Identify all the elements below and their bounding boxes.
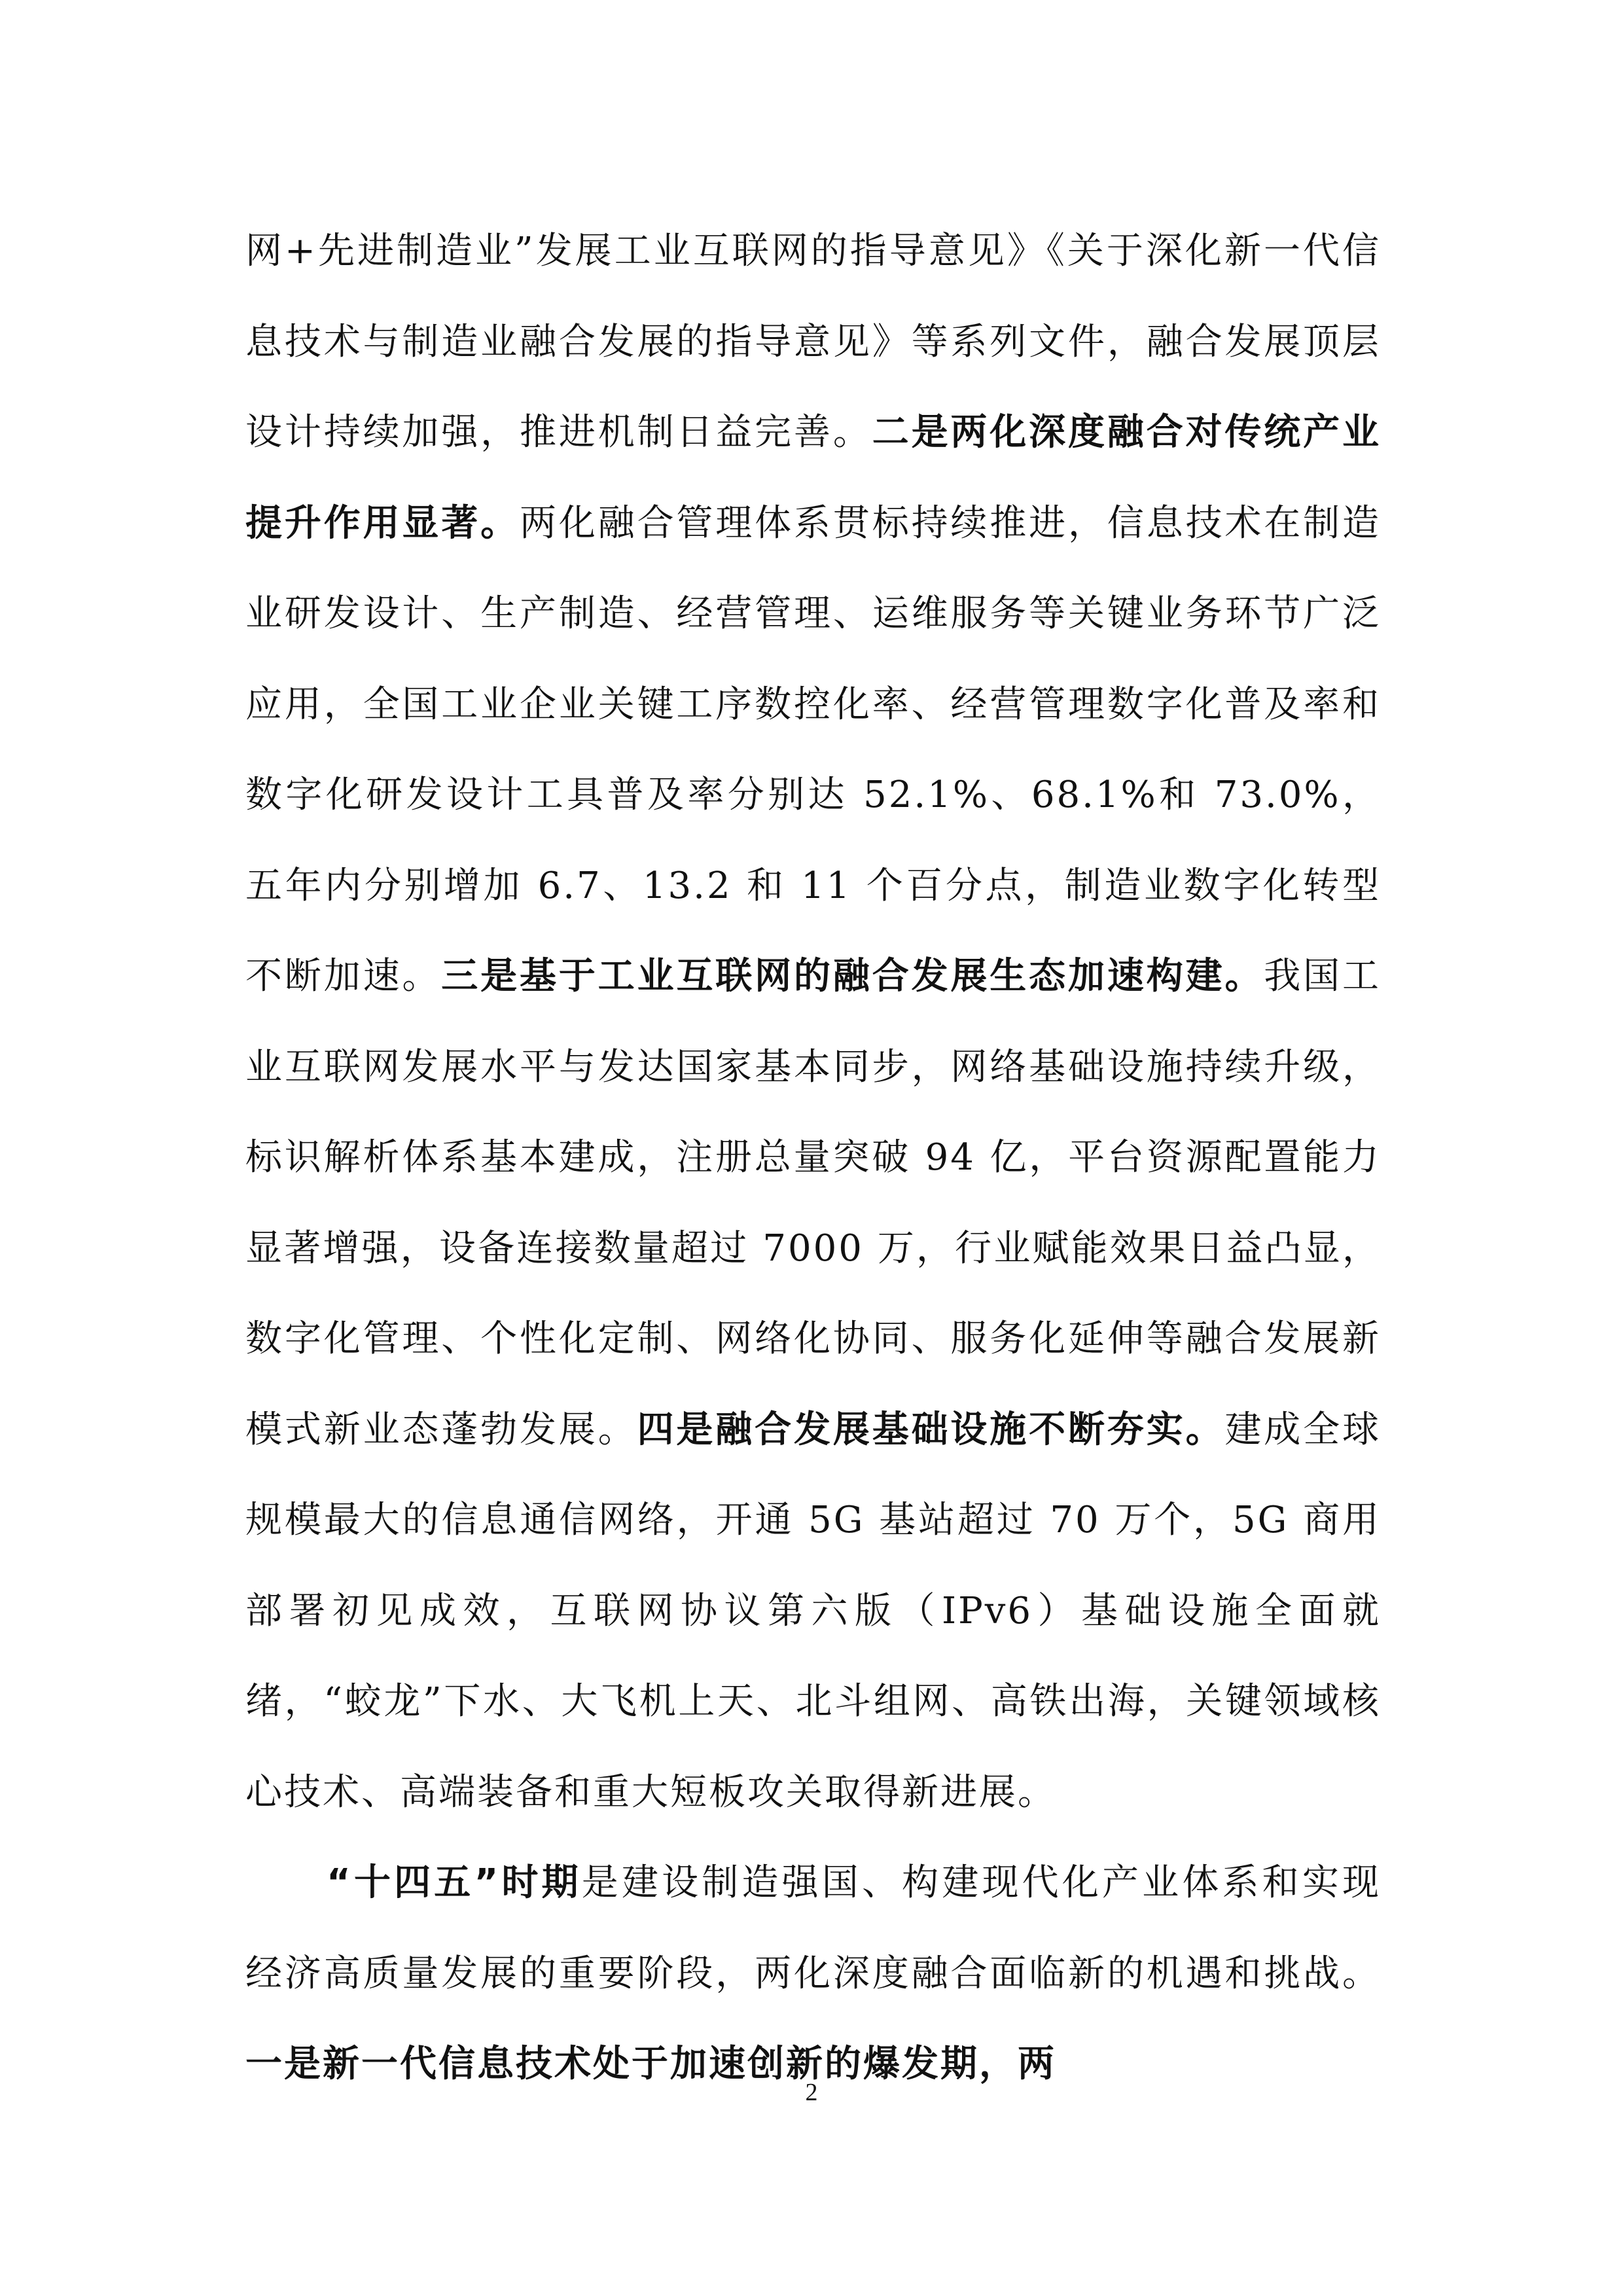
body-text (245, 206, 1381, 2110)
paragraph-1-heading-2: 二是两化深度融合对传统产业提升作用显著。 (245, 411, 1382, 545)
paragraph-1-text-2: 两化融合管理体系贯标持续推进，信息技术在制造业研发设计、生产制造、经营管理、运维服务等关键业务环节广泛应用，全国工业企业关键工序数控化率、经营管理数字化普及率和数字化研发设计工具普及率分别达 52.1%、68.1%和 73.0%，五年内分别增加 6.7、13.2 和 11 个百分点，制造业数字化转型不断加速。 (245, 501, 1382, 997)
paragraph-2 (245, 1838, 1381, 2110)
page-number: 2 (805, 2079, 818, 2106)
paragraph-1-text-3: 我国工业互联网发展水平与发达国家基本同步，网络基础设施持续升级，标识解析体系基本建成，注册总量突破 94 亿，平台资源配置能力显著增强，设备连接数量超过 7000 万，行业赋能效果日益凸显，数字化管理、个性化定制、网络化协同、服务化延伸等融合发展新模式新业态蓬勃发展。 (245, 955, 1382, 1451)
paragraph-1-heading-3: 三是基于工业互联网的融合发展生态加速构建。 (441, 955, 1264, 997)
paragraph-1-heading-4: 四是融合发展基础设施不断夯实。 (637, 1408, 1225, 1451)
paragraph-1-text-1: 网+先进制造业”发展工业互联网的指导意见》《关于深化新一代信息技术与制造业融合发展的指导意见》等系列文件，融合发展顶层设计持续加强，推进机制日益完善。 (245, 230, 1381, 454)
paragraph-1 (245, 206, 1381, 1838)
paragraph-2-heading-1: 一是新一代信息技术处于加速创新的爆发期，两 (245, 2043, 1056, 2085)
paragraph-1-text-4: 建成全球规模最大的信息通信网络，开通 5G 基站超过 70 万个，5G 商用部署初见成效，互联网协议第六版（IPv6）基础设施全面就绪，“蛟龙”下水、大飞机上天、北斗组网、高铁出海，关键领域核心技术、高端装备和重大短板攻关取得新进展。 (245, 1408, 1382, 1814)
paragraph-2-text-1: 是建设制造强国、构建现代化产业体系和实现经济高质量发展的重要阶段，两化深度融合面临新的机遇和挑战。 (245, 1861, 1382, 1995)
paragraph-2-heading-period: “十四五”时期 (327, 1861, 582, 1904)
